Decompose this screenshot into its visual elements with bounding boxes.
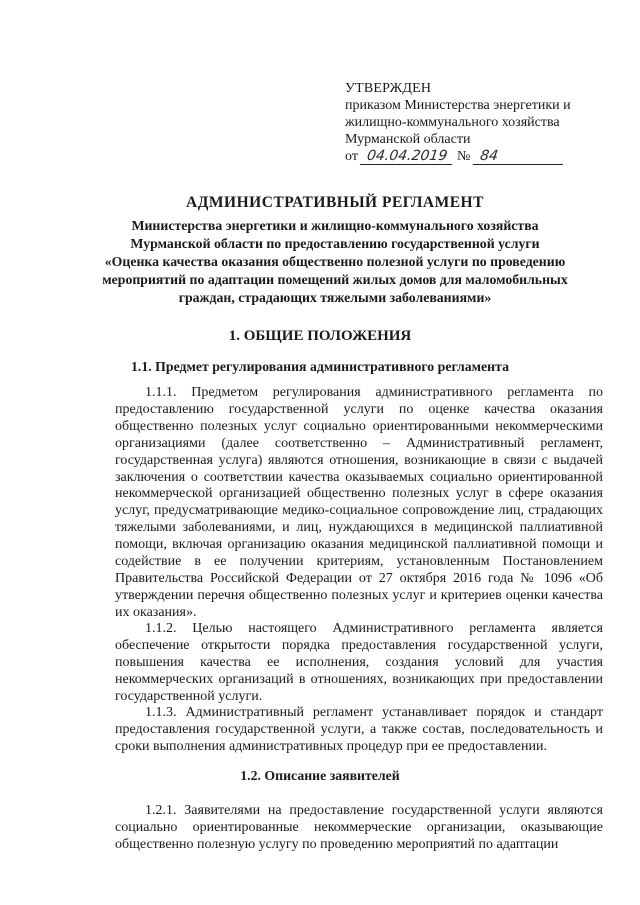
title-line-4: мероприятий по адаптации помещений жилых домов для маломобильных [102, 272, 568, 287]
approval-date-value: 04.04.2019 [360, 149, 454, 165]
approval-stamp [345, 80, 615, 165]
subsection-1-2-title: 1.2. Описание заявителей [240, 768, 400, 783]
approval-date-line [345, 148, 615, 165]
paragraph-1-1-1: 1.1.1. Предметом регулирования административного регламента по предоставлению государственной услуги по оценке качества оказания общественно полезных услуг социально ориентированными некоммерческими организациями (далее соответственно – Административный регламент, государственная услуга) являются отношения, возникающие в связи с выдачей заключения о соответствии качества оказываемых социально ориентированной некоммерческой организацией общественно полезных услуг в сфере оказания услуг, предусматривающие медико-социальное сопровождение лиц, страдающих тяжелыми заболеваниями, и лиц, нуждающихся в медицинской паллиативной помощи, включая организацию оказания медицинской паллиативной помощи и содействие в ее получении критериям, установленным Постановлением Правительства Российской Федерации от 27 октября 2016 года № 1096 «Об утверждении перечня общественно полезных услуг и критериев оценки качества их оказания». [115, 385, 603, 620]
approval-number-value: 84 [473, 149, 565, 165]
approval-line-2: жилищно-коммунального хозяйства [345, 115, 560, 130]
approval-date-prefix: от [345, 149, 358, 164]
paragraph-1-1-3: 1.1.3. Административный регламент устанавливает порядок и стандарт предоставления государственной услуги, а также состав, последовательность и сроки выполнения административных процедур при ее предоставлении. [115, 705, 603, 754]
title-main: АДМИНИСТРАТИВНЫЙ РЕГЛАМЕНТ [186, 194, 484, 211]
title-line-1: Министерства энергетики и жилищно-коммунального хозяйства [131, 218, 539, 233]
title-line-3: «Оценка качества оказания общественно полезной услуги по проведению [104, 254, 566, 269]
paragraph-1-1-2: 1.1.2. Целью настоящего Административного регламента является обеспечение открытости порядка предоставления государственной услуги, повышения качества ее исполнения, создания условий для участия некоммерческих организаций в отношениях, возникающих при предоставлении государственной услуги. [115, 621, 603, 704]
approval-line-3: Мурманской области [345, 132, 471, 147]
approval-heading: УТВЕРЖДЕН [345, 81, 432, 96]
approval-line-1: приказом Министерства энергетики и [345, 98, 571, 113]
title-line-5: граждан, страдающих тяжелыми заболеваниями» [178, 290, 492, 305]
title-line-2: Мурманской области по предоставлению государственной услуги [130, 236, 540, 251]
section-1-title: 1. ОБЩИЕ ПОЛОЖЕНИЯ [228, 328, 412, 344]
approval-number-prefix: № [456, 149, 471, 164]
paragraph-1-2-1: 1.2.1. Заявителями на предоставление государственной услуги являются социально ориентированные некоммерческие организации, оказывающие общественно полезную услугу по проведению мероприятий по адаптации [115, 803, 603, 852]
subsection-1-1-title: 1.1. Предмет регулирования административного регламента [131, 359, 509, 374]
document-title [70, 194, 600, 307]
